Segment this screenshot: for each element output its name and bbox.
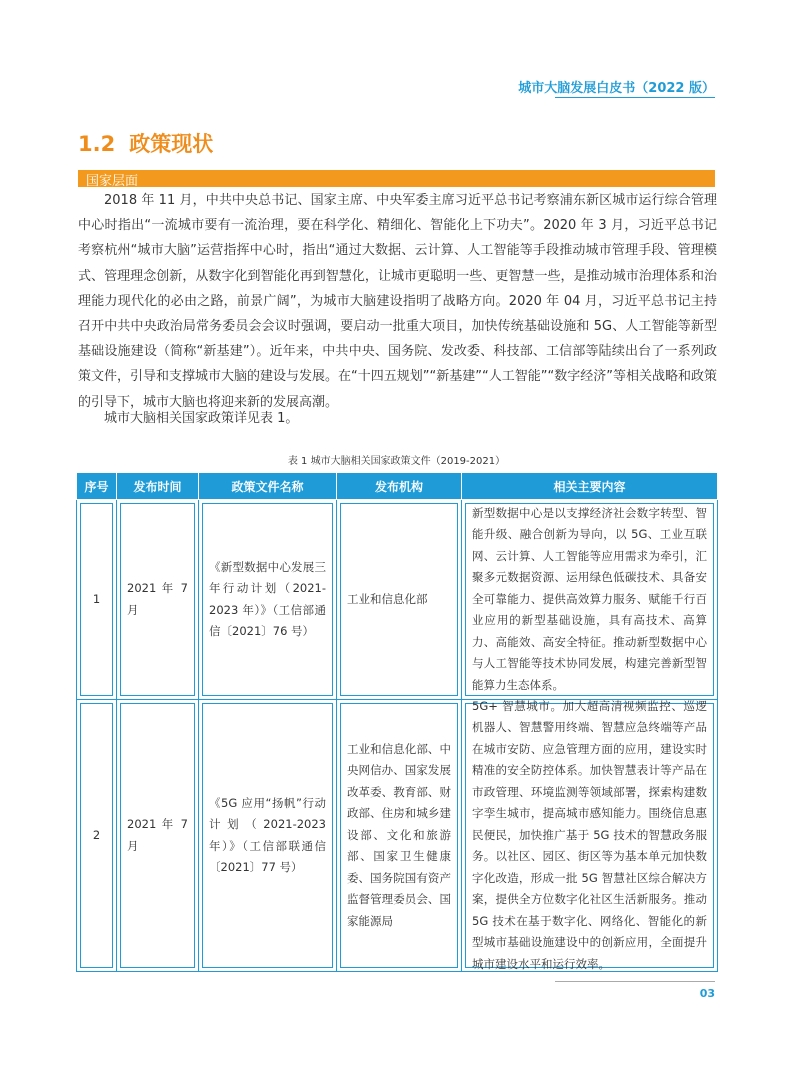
cell-agency-text: 工业和信息化部	[347, 591, 428, 606]
header-rule	[555, 97, 715, 98]
cell-num-text: 2	[92, 827, 101, 842]
cell-agency	[337, 500, 462, 700]
header-cell-num: 序号	[77, 473, 117, 500]
cell-name-text: 《新型数据中心发展三年行动计划（2021-2023 年）》（工信部通信〔2021〕76 号）	[209, 559, 326, 638]
cell-name	[199, 500, 337, 700]
section-number: 1.2	[78, 132, 116, 156]
table-row	[77, 500, 718, 700]
section-title: 政策现状	[129, 132, 214, 156]
page-number: 03	[699, 987, 715, 1000]
header-cell-name: 政策文件名称	[199, 473, 337, 500]
cell-date-text: 2021 年 7 月	[127, 817, 188, 853]
cell-agency	[337, 700, 462, 972]
policy-table	[76, 472, 718, 972]
cell-date	[117, 700, 199, 972]
cell-content-text: 5G+ 智慧城市。加大超高清视频监控、巡逻机器人、智慧警用终端、智慧应急终端等产品在城市安防、应急管理方面的应用，建设实时精准的安全防控体系。加快智慧表计等产品在市政管理、环境监测等领域部署，探索构建数字孪生城市，提高城市感知能力。围绕信息惠民便民，加快推广基于 5G 技术的智慧政务服务。以社区、园区、街区等为基本单元加快数字化改造，形成一批 5G 智慧社区综合解决方案，提供全方位数字化社区生活新服务。推动 5G 技术在基于数字化、网络化、智能化的新型城市基础设施建设中的创新应用，全面提升城市建设水平和运行效率。	[472, 698, 707, 971]
subsection-bar	[78, 170, 715, 187]
cell-date-text: 2021 年 7 月	[127, 581, 188, 617]
cell-content	[462, 700, 718, 972]
cell-name-text: 《5G 应用“扬帆”行动计划（2021-2023 年）》（工信部联通信〔2021〕77 号）	[209, 795, 326, 874]
cell-content-text: 新型数据中心是以支撑经济社会数字转型、智能升级、融合创新为导向，以 5G、工业互联网、云计算、人工智能等应用需求为牵引，汇聚多元数据资源、运用绿色低碳技术、具备安全可靠能力、提供高效算力服务、赋能千行百业应用的新型基础设施，具有高技术、高算力、高能效、高安全特征。推动新型数据中心与人工智能等技术协同发展，构建完善新型智能算力生态体系。	[472, 505, 707, 692]
section-heading	[78, 128, 213, 158]
cell-content	[462, 500, 718, 700]
table-header-row	[77, 473, 718, 500]
header-cell-content: 相关主要内容	[462, 473, 718, 500]
cell-num	[77, 500, 117, 700]
cell-num	[77, 700, 117, 972]
cell-agency-text: 工业和信息化部、中央网信办、国家发展改革委、教育部、财政部、住房和城乡建设部、文化和旅游部、国家卫生健康委、国务院国有资产监督管理委员会、国家能源局	[347, 741, 451, 928]
cell-name	[199, 700, 337, 972]
cell-date	[117, 500, 199, 700]
header-title: 城市大脑发展白皮书（2022 版）	[518, 81, 715, 96]
table-caption: 表 1 城市大脑相关国家政策文件（2019-2021）	[287, 456, 506, 467]
cell-num-text: 1	[92, 591, 101, 606]
footer-rule	[555, 981, 715, 982]
body-paragraph: 2018 年 11 月，中共中央总书记、国家主席、中央军委主席习近平总书记考察浦东新区城市运行综合管理中心时指出“一流城市要有一流治理，要在科学化、精细化、智能化上下功夫”。2020 年 3 月，习近平总书记考察杭州“城市大脑”运营指挥中心时，指出“通过大数据、云计算、人工智能等手段推动城市管理手段、管理模式、管理理念创新，从数字化到智能化再到智慧化，让城市更聪明一些、更智慧一些，是推动城市治理体系和治理能力现代化的必由之路，前景广阔”，为城市大脑建设指明了战略方向。2020 年 04 月，习近平总书记主持召开中共中央政治局常务委员会会议时强调，要启动一批重大项目，加快传统基础设施和 5G、人工智能等新型基础设施建设（简称“新基建”）。近年来，中共中央、国务院、发改委、科技部、工信部等陆续出台了一系列政策文件，引导和支撑城市大脑的建设与发展。在“十四五规划”“新基建”“人工智能”“数字经济”等相关战略和政策的引导下，城市大脑也将迎来新的发展高潮。	[78, 193, 717, 410]
header-cell-date: 发布时间	[117, 473, 199, 500]
subsection-label: 国家层面	[86, 174, 139, 189]
table-reference-paragraph: 城市大脑相关国家政策详见表 1。	[104, 411, 299, 426]
header-cell-agency: 发布机构	[337, 473, 462, 500]
table-row	[77, 700, 718, 972]
